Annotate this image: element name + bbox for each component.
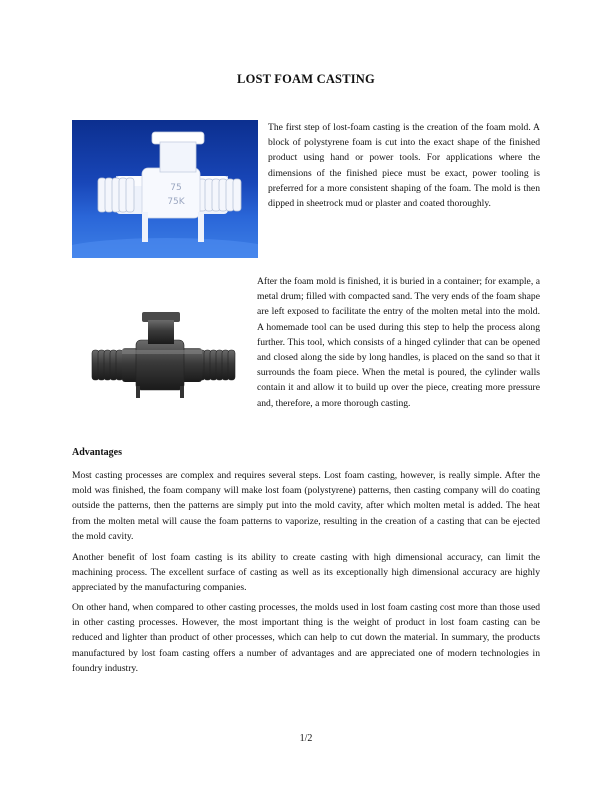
advantages-paragraph-3: On other hand, when compared to other casting processes, the molds used in lost foam casting cost more than those used in other casting processes. However, the most important thing is the weight of product in lost foam casting can be reduced and lighter than product of other processes, which can help to cut down the material. In summary, the products manufactured by lost foam casting offers a number of advantages and are appreciated one of modern technologies in foundry industry. [72, 602, 540, 674]
advantages-paragraph-1: Most casting processes are complex and requires several steps. Lost foam casting, however, is really simple. After the mold was finished, the foam company will make lost foam (polystyrene) patterns, then casting company will do coating outside the patterns, then the patterns are simply put into the mold cavity, after which molten metal is added. The heat from the molten metal will cause the foam patterns to vaporize, resulting in the creation of a casting that can be ejected the mold cavity. [72, 470, 540, 542]
advantages-heading: Advantages [72, 447, 123, 458]
intro-paragraph: The first step of lost-foam casting is the creation of the foam mold. A block of polystyrene foam is cut into the exact shape of the finished product using hand or power tools. For applications where the dimensions of the finished piece must be exact, power tooling is preferred for a more consistent shaping of the foam. The mold is then dipped in sheetrock mud or plaster and coated thoroughly. [268, 122, 540, 210]
svg-text:75K: 75K [167, 197, 185, 207]
burial-paragraph: After the foam mold is finished, it is buried in a container; for example, a metal drum; filled with compacted sand. The very ends of the foam shape are left exposed to facilitate the entry of the molten metal into the mold. A homemade tool can be used during this step to help the process along further. This tool, which consists of a hinged cylinder that can be opened and closed along the side by long handles, is placed on the sand so that it surrounds the foam piece. When the metal is poured, the cylinder walls contain it and allow it to build up over the piece, creating more pressure and, therefore, a more thorough casting. [257, 276, 540, 409]
advantages-paragraph-2: Another benefit of lost foam casting is its ability to create casting with high dimensional accuracy, can limit the machining process. The excellent surface of casting as well as its exceptionally high dimensional accuracy are highly appreciated by the manufacturing companies. [72, 552, 540, 594]
svg-text:75: 75 [170, 183, 182, 193]
page-title: LOST FOAM CASTING [237, 72, 375, 86]
foam-pattern-photo [72, 120, 258, 258]
page-number: 1/2 [299, 733, 313, 744]
metal-casting-photo [86, 306, 246, 406]
